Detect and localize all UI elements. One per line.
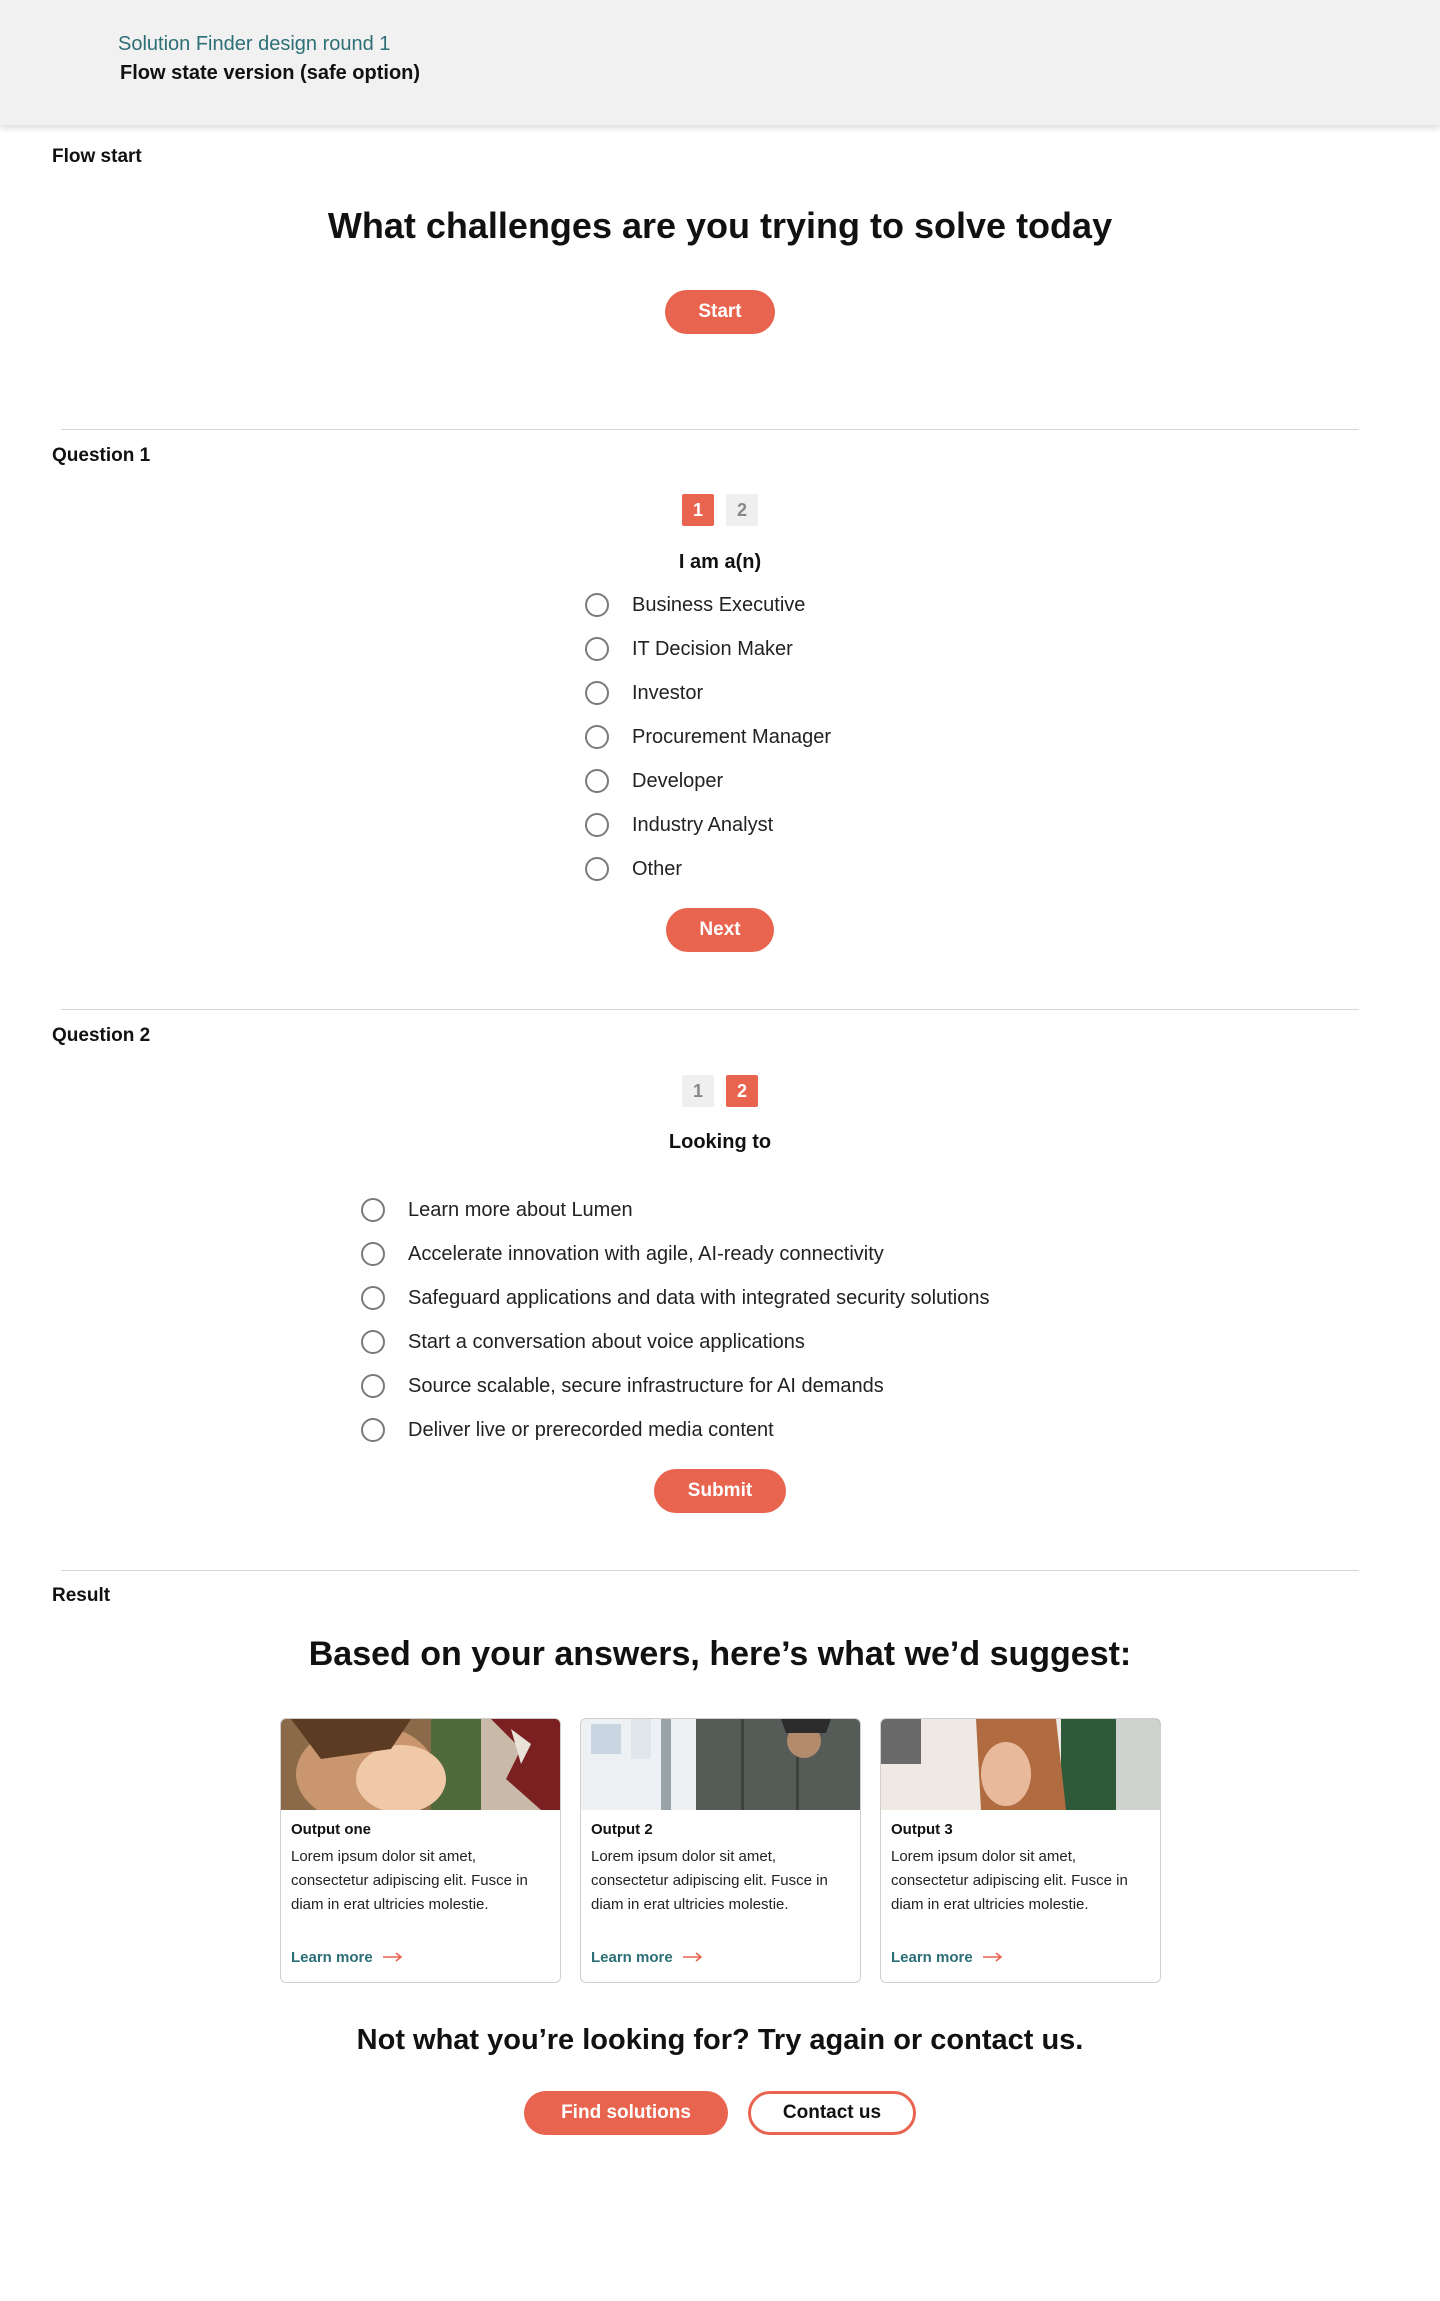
find-solutions-button[interactable]: Find solutions — [524, 2091, 728, 2135]
card-title: Output 3 — [891, 1821, 953, 1838]
radio-option[interactable] — [585, 722, 831, 752]
question-1-title: I am a(n) — [678, 551, 762, 573]
radio-option-label: Deliver live or prerecorded media content — [408, 1418, 774, 1441]
radio-option[interactable] — [585, 678, 703, 708]
radio-option-label: Other — [632, 857, 683, 880]
radio-option[interactable] — [361, 1327, 805, 1357]
section-label-result: Result — [52, 1585, 111, 1606]
radio-option-label: Safeguard applications and data with integrated security solutions — [408, 1286, 990, 1309]
radio-button[interactable] — [361, 1198, 385, 1222]
divider — [61, 1570, 1359, 1571]
learn-more-link[interactable] — [891, 1949, 1003, 1966]
radio-option-label: Investor — [632, 681, 704, 704]
result-card[interactable] — [880, 1718, 1161, 1983]
result-card[interactable] — [280, 1718, 561, 1983]
radio-option-label: Procurement Manager — [632, 725, 831, 748]
card-title: Output 2 — [591, 1821, 653, 1838]
section-label-question-2: Question 2 — [52, 1025, 151, 1046]
card-image — [581, 1719, 860, 1810]
radio-option-label: Source scalable, secure infrastructure for AI demands — [408, 1374, 884, 1397]
arrow-right-icon — [383, 1949, 403, 1966]
learn-more-link[interactable] — [591, 1949, 703, 1966]
learn-more-link[interactable] — [291, 1949, 403, 1966]
radio-button[interactable] — [585, 593, 609, 617]
radio-button[interactable] — [361, 1330, 385, 1354]
learn-more-label: Learn more — [591, 1949, 673, 1966]
radio-option[interactable] — [585, 854, 682, 884]
radio-option-label: Start a conversation about voice applications — [408, 1330, 805, 1353]
page-header — [0, 0, 1440, 125]
radio-option[interactable] — [585, 810, 773, 840]
divider — [61, 429, 1359, 430]
next-button[interactable]: Next — [666, 908, 774, 952]
radio-option[interactable] — [361, 1415, 774, 1445]
radio-option-label: Business Executive — [632, 593, 806, 616]
radio-option[interactable] — [585, 766, 723, 796]
card-body: Lorem ipsum dolor sit amet, consectetur adipiscing elit. Fusce in diam in erat ultricies molestie. — [291, 1848, 528, 1913]
radio-button[interactable] — [361, 1418, 385, 1442]
radio-option[interactable] — [585, 590, 805, 620]
result-card[interactable] — [580, 1718, 861, 1983]
learn-more-label: Learn more — [291, 1949, 373, 1966]
contact-us-button[interactable]: Contact us — [748, 2091, 916, 2135]
step-indicator — [682, 494, 758, 526]
retry-headline: Not what you’re looking for? Try again or contact us. — [356, 2024, 1084, 2056]
divider — [61, 1009, 1359, 1010]
section-label-question-1: Question 1 — [52, 445, 151, 466]
step-2: 2 — [726, 1075, 758, 1107]
start-button[interactable]: Start — [665, 290, 775, 334]
radio-button[interactable] — [585, 725, 609, 749]
arrow-right-icon — [683, 1949, 703, 1966]
step-indicator — [682, 1075, 758, 1107]
card-image — [281, 1719, 560, 1810]
learn-more-label: Learn more — [891, 1949, 973, 1966]
radio-option-label: Industry Analyst — [632, 813, 774, 836]
step-1: 1 — [682, 1075, 714, 1107]
version-title: Flow state version (safe option) — [120, 62, 421, 84]
radio-option[interactable] — [585, 634, 793, 664]
radio-option[interactable] — [361, 1239, 884, 1269]
radio-button[interactable] — [585, 637, 609, 661]
arrow-right-icon — [983, 1949, 1003, 1966]
radio-button[interactable] — [585, 769, 609, 793]
step-1: 1 — [682, 494, 714, 526]
radio-option[interactable] — [361, 1195, 633, 1225]
radio-option-label: IT Decision Maker — [632, 637, 793, 660]
card-title: Output one — [291, 1821, 371, 1838]
result-headline: Based on your answers, here’s what we’d suggest: — [308, 1635, 1132, 1673]
radio-button[interactable] — [585, 857, 609, 881]
radio-button[interactable] — [585, 813, 609, 837]
card-body: Lorem ipsum dolor sit amet, consectetur adipiscing elit. Fusce in diam in erat ultricies molestie. — [891, 1848, 1128, 1913]
radio-button[interactable] — [361, 1374, 385, 1398]
card-image — [881, 1719, 1160, 1810]
radio-option-label: Learn more about Lumen — [408, 1198, 633, 1221]
radio-option-label: Developer — [632, 769, 724, 792]
section-label-flow-start: Flow start — [52, 146, 142, 167]
radio-option[interactable] — [361, 1371, 884, 1401]
card-body: Lorem ipsum dolor sit amet, consectetur adipiscing elit. Fusce in diam in erat ultricies molestie. — [591, 1848, 828, 1913]
radio-button[interactable] — [585, 681, 609, 705]
radio-button[interactable] — [361, 1242, 385, 1266]
radio-option-label: Accelerate innovation with agile, AI-ready connectivity — [408, 1242, 884, 1265]
radio-option[interactable] — [361, 1283, 989, 1313]
step-2: 2 — [726, 494, 758, 526]
radio-button[interactable] — [361, 1286, 385, 1310]
question-2-title: Looking to — [668, 1131, 772, 1153]
submit-button[interactable]: Submit — [654, 1469, 786, 1513]
project-title: Solution Finder design round 1 — [118, 33, 391, 55]
flow-start-headline: What challenges are you trying to solve today — [327, 205, 1113, 246]
